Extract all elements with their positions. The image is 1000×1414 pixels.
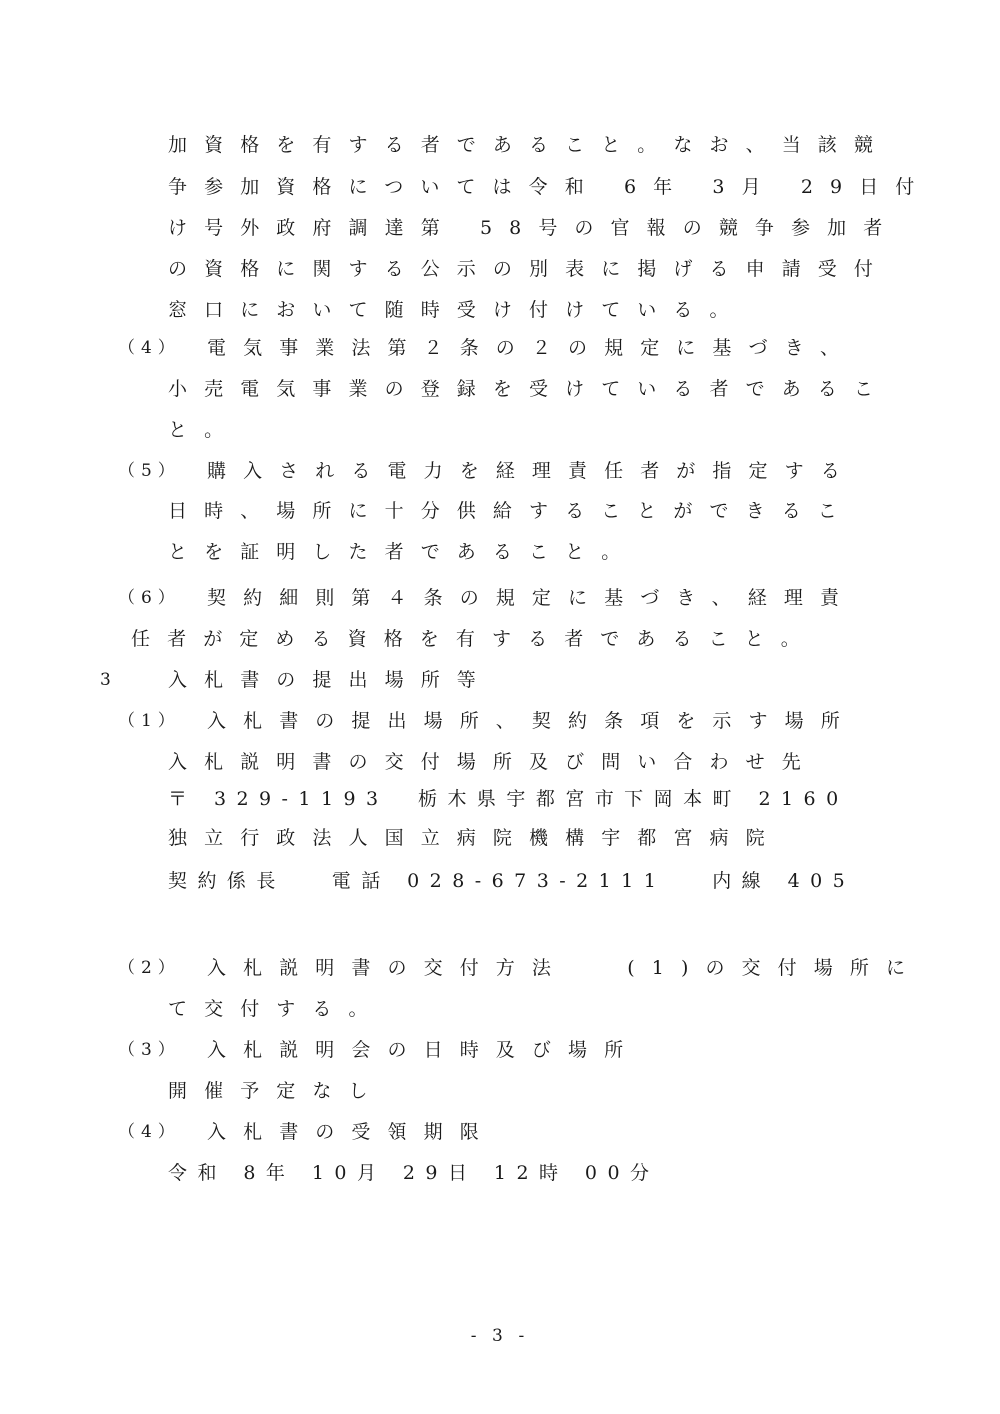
- address-line: 〒 329-1193 栃木県宇都宮市下岡本町 2160: [168, 788, 849, 810]
- item-number: （4）: [118, 1122, 181, 1142]
- text-line: 入札説明書の交付場所及び問い合わせ先: [168, 751, 818, 773]
- text-line: け号外政府調達第 58号の官報の競争参加者: [168, 217, 900, 239]
- text-line: 日時、場所に十分供給することができるこ: [168, 500, 854, 522]
- text-line: と。: [168, 419, 241, 441]
- text-line: 入札書の提出場所、契約条項を示す場所: [207, 710, 857, 732]
- text-line: の資格に関する公示の別表に掲げる申請受付: [168, 258, 891, 280]
- item-number: （5）: [118, 461, 181, 481]
- text-line: 入札説明会の日時及び場所: [207, 1039, 641, 1061]
- text-line: 開催予定なし: [168, 1080, 385, 1102]
- item-number: （3）: [118, 1040, 181, 1060]
- text-line: 独立行政法人国立病院機構宇都宮病院: [168, 827, 782, 849]
- text-line: 購入される電力を経理責任者が指定する: [207, 460, 857, 482]
- text-line: 争参加資格については令和 6年 3月 29日付: [168, 176, 932, 198]
- page-number: - 3 -: [470, 1326, 530, 1346]
- text-line: 入札説明書の交付方法 (1)の交付場所に: [207, 957, 923, 979]
- text-line: とを証明した者であること。: [168, 541, 638, 563]
- section-heading: 入札書の提出場所等: [168, 669, 493, 691]
- text-line: 入札書の受領期限: [207, 1121, 496, 1143]
- item-number: （2）: [118, 958, 181, 978]
- text-line: 電気事業法第２条の２の規定に基づき、: [207, 337, 857, 359]
- contact-line: 契約係長 電話 028-673-2111 内線 405: [168, 870, 856, 892]
- item-number: （6）: [118, 588, 181, 608]
- text-line: 任者が定める資格を有する者であること。: [131, 628, 817, 650]
- deadline-line: 令和 8年 10月 29日 12時 00分: [168, 1162, 660, 1184]
- item-number: （4）: [118, 338, 181, 358]
- section-number: 3: [100, 670, 117, 690]
- text-line: 契約細則第４条の規定に基づき、経理責: [207, 587, 857, 609]
- item-number: （1）: [118, 711, 181, 731]
- text-line: 小売電気事業の登録を受けている者であるこ: [168, 378, 891, 400]
- text-line: て交付する。: [168, 998, 385, 1020]
- text-line: 加資格を有する者であること。なお、当該競: [168, 134, 891, 156]
- text-line: 窓口において随時受け付けている。: [168, 299, 746, 321]
